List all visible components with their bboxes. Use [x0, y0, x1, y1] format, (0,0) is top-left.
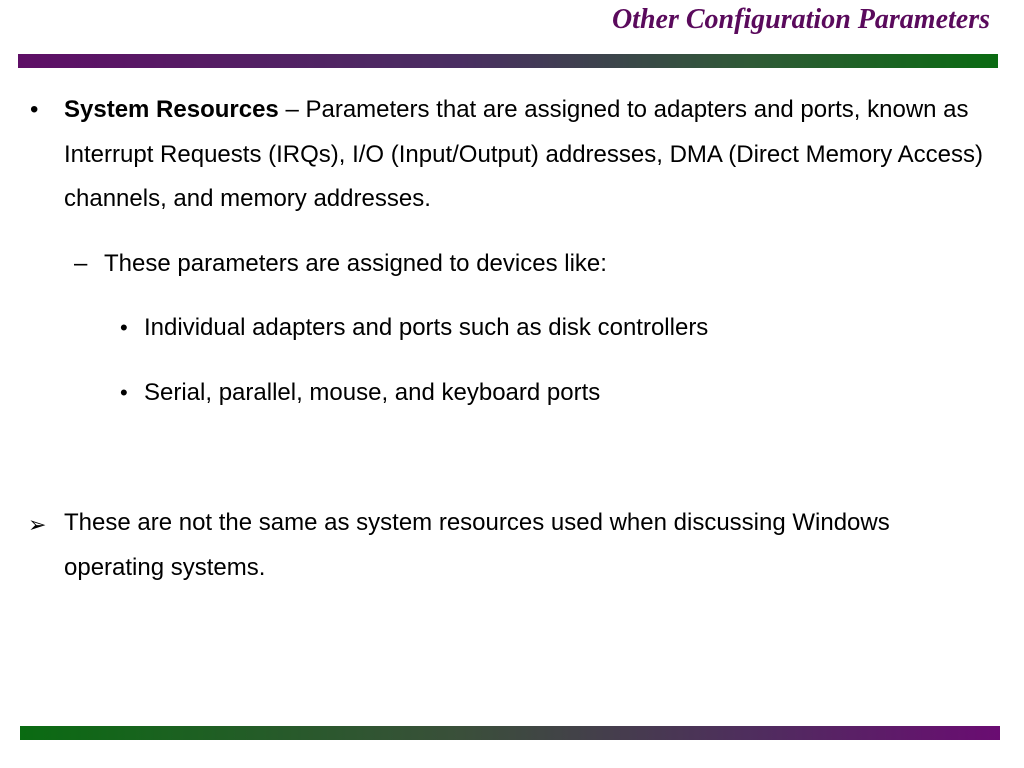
bottom-divider-bar [20, 726, 1000, 740]
term-system-resources: System Resources [64, 96, 279, 123]
slide-title: Other Configuration Parameters [611, 4, 990, 35]
sub-sub-bullet-adapters: Individual adapters and ports such as disk controllers [144, 314, 709, 341]
bullet-marker: • [120, 380, 128, 405]
sub-bullet-devices: These parameters are assigned to devices like: [104, 250, 607, 277]
bullet-windows-note: These are not the same as system resources used when discussing Windows operating systems. [64, 509, 890, 581]
bullet-marker: • [120, 315, 128, 340]
dash-marker: – [74, 250, 88, 277]
sub-sub-bullet-ports: Serial, parallel, mouse, and keyboard ports [144, 379, 601, 406]
arrow-bullet-icon: ➢ [28, 512, 47, 537]
bullet-marker: • [30, 96, 39, 123]
bullet-system-resources [64, 88, 1004, 222]
bullet-text: – Parameters that are assigned to adapters and ports, known as Interrupt Requests (IRQs), I/O (Input/Output) addresses, DMA (Direct Memory Access) channels, and memory addresses. [64, 96, 983, 213]
